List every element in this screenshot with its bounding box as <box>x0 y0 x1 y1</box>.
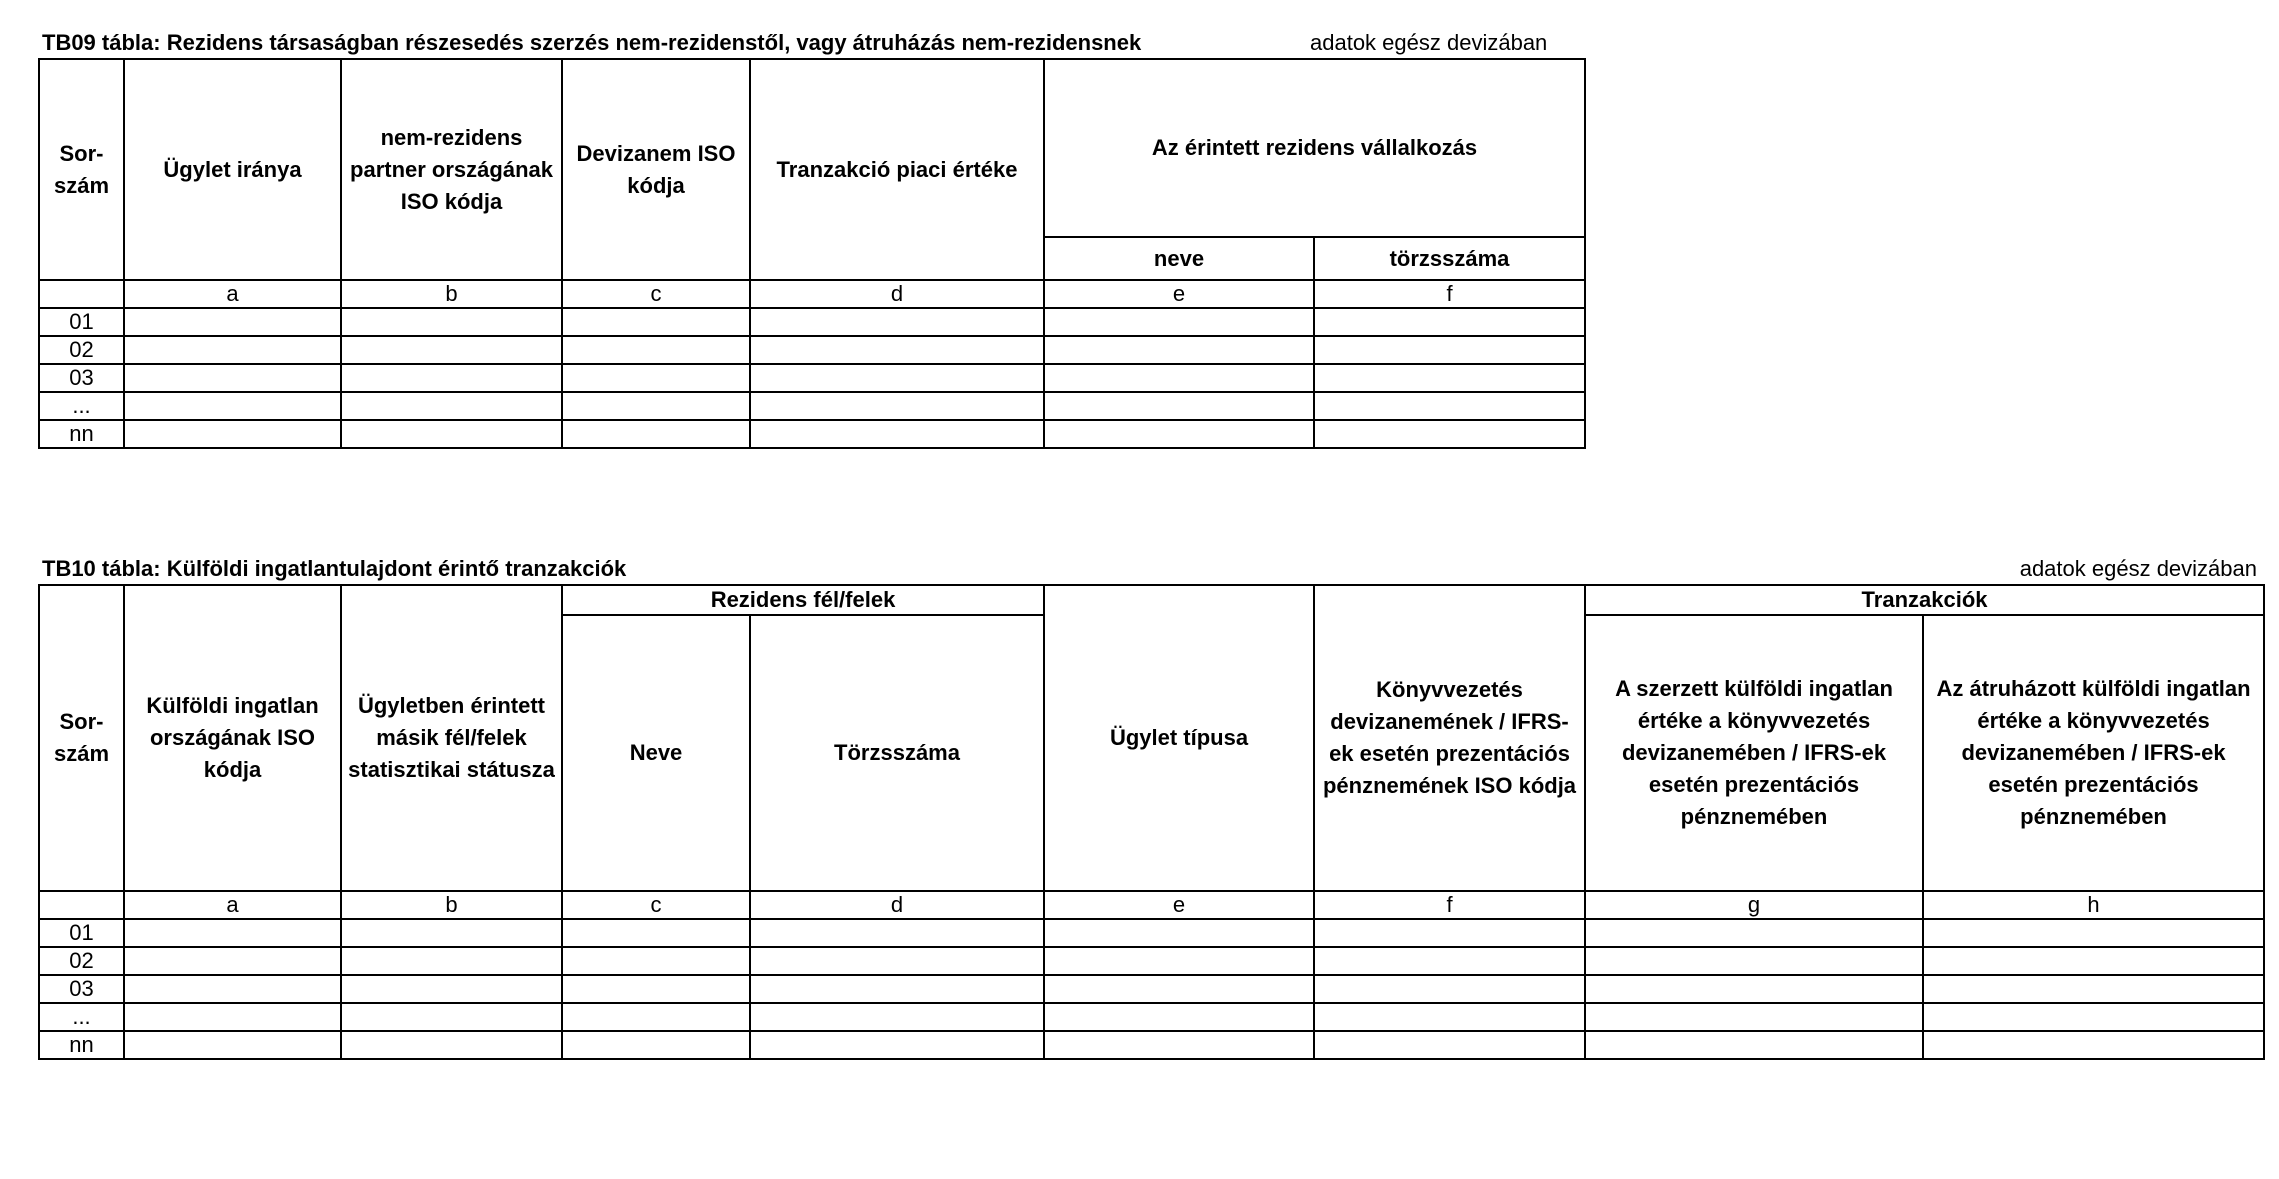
tb09-cell-input[interactable] <box>341 364 562 392</box>
tb10-cell-input[interactable] <box>1585 947 1923 975</box>
tb10-cell-input[interactable] <box>124 1003 341 1031</box>
tb10-table <box>38 584 2265 1060</box>
tb10-cell-input[interactable] <box>341 1003 562 1031</box>
tb09-letter-a: a <box>124 280 341 308</box>
tb10-letter-blank <box>39 891 124 919</box>
table-row <box>39 1031 2264 1059</box>
tb10-letter-b: b <box>341 891 562 919</box>
tb10-cell-input[interactable] <box>1044 975 1314 1003</box>
tb10-cell-input[interactable] <box>1585 919 1923 947</box>
tb10-cell-input[interactable] <box>1923 947 2264 975</box>
tb09-cell-input[interactable] <box>750 336 1044 364</box>
table-row <box>39 919 2264 947</box>
tb10-header-f: Könyvvezetés devizanemének / IFRS-ek esetén prezentációs pénznemének ISO kódja <box>1314 585 1585 891</box>
tb10-cell-input[interactable] <box>1314 947 1585 975</box>
tb10-letter-e: e <box>1044 891 1314 919</box>
tb09-cell-input[interactable] <box>124 364 341 392</box>
tb10-row-number: nn <box>39 1031 124 1059</box>
tb10-cell-input[interactable] <box>341 975 562 1003</box>
tb10-header-group-cd: Rezidens fél/felek <box>562 585 1044 615</box>
table-row <box>39 1003 2264 1031</box>
tb09-header-e: neve <box>1044 237 1314 280</box>
tb10-letter-c: c <box>562 891 750 919</box>
tb09-cell-input[interactable] <box>1044 420 1314 448</box>
tb10-cell-input[interactable] <box>750 1031 1044 1059</box>
tb09-row-number: nn <box>39 420 124 448</box>
tb09-header-group-ef: Az érintett rezidens vállalkozás <box>1044 59 1585 237</box>
tb09-cell-input[interactable] <box>1044 336 1314 364</box>
tb09-cell-input[interactable] <box>341 392 562 420</box>
tb09-letter-b: b <box>341 280 562 308</box>
tb09-cell-input[interactable] <box>562 308 750 336</box>
tb10-title-row <box>42 556 2257 582</box>
tb10-cell-input[interactable] <box>1585 1031 1923 1059</box>
tb09-cell-input[interactable] <box>124 392 341 420</box>
tb09-cell-input[interactable] <box>750 364 1044 392</box>
tb10-row-number: 01 <box>39 919 124 947</box>
tb10-cell-input[interactable] <box>1314 975 1585 1003</box>
tb09-cell-input[interactable] <box>1044 392 1314 420</box>
tb09-cell-input[interactable] <box>341 308 562 336</box>
tb10-letter-a: a <box>124 891 341 919</box>
tb09-cell-input[interactable] <box>124 308 341 336</box>
tb10-cell-input[interactable] <box>562 975 750 1003</box>
tb09-cell-input[interactable] <box>124 336 341 364</box>
tb09-cell-input[interactable] <box>1314 336 1585 364</box>
tb09-cell-input[interactable] <box>1314 392 1585 420</box>
tb10-cell-input[interactable] <box>1314 1031 1585 1059</box>
tb10-cell-input[interactable] <box>750 919 1044 947</box>
tb09-cell-input[interactable] <box>1314 420 1585 448</box>
tb09-cell-input[interactable] <box>750 392 1044 420</box>
tb10-cell-input[interactable] <box>562 1003 750 1031</box>
tb09-title: TB09 tábla: Rezidens társaságban részesedés szerzés nem-rezidenstől, vagy átruházás nem-rezidensnek <box>42 30 1142 55</box>
tb10-row-number: 02 <box>39 947 124 975</box>
tb10-cell-input[interactable] <box>124 919 341 947</box>
tb09-letter-e: e <box>1044 280 1314 308</box>
tb10-cell-input[interactable] <box>1044 947 1314 975</box>
tb09-cell-input[interactable] <box>341 420 562 448</box>
tb10-cell-input[interactable] <box>1585 975 1923 1003</box>
tb09-letter-blank <box>39 280 124 308</box>
tb10-cell-input[interactable] <box>1314 1003 1585 1031</box>
tb09-row-number: 01 <box>39 308 124 336</box>
tb10-header-group-gh: Tranzakciók <box>1585 585 2264 615</box>
tb10-cell-input[interactable] <box>124 975 341 1003</box>
tb10-title: TB10 tábla: Külföldi ingatlantulajdont érintő tranzakciók <box>42 556 627 581</box>
tb10-cell-input[interactable] <box>562 1031 750 1059</box>
tb10-letter-h: h <box>1923 891 2264 919</box>
tb10-cell-input[interactable] <box>1923 975 2264 1003</box>
tb10-header-e: Ügylet típusa <box>1044 585 1314 891</box>
table-row <box>39 364 1585 392</box>
tb10-cell-input[interactable] <box>1044 1031 1314 1059</box>
tb10-header-sorszam: Sor- szám <box>39 585 124 891</box>
table-row <box>39 947 2264 975</box>
tb10-cell-input[interactable] <box>1923 1003 2264 1031</box>
tb09-units: adatok egész devizában <box>1310 30 1548 55</box>
table-row <box>39 336 1585 364</box>
tb10-cell-input[interactable] <box>562 947 750 975</box>
tb09-cell-input[interactable] <box>562 336 750 364</box>
tb10-cell-input[interactable] <box>341 1031 562 1059</box>
tb09-cell-input[interactable] <box>562 420 750 448</box>
tb09-table <box>38 58 1586 449</box>
tb09-letter-c: c <box>562 280 750 308</box>
tb10-row-number: ... <box>39 1003 124 1031</box>
tb09-header-d: Tranzakció piaci értéke <box>750 59 1044 280</box>
tb09-cell-input[interactable] <box>124 420 341 448</box>
tb10-cell-input[interactable] <box>750 947 1044 975</box>
tb10-header-d: Törzsszáma <box>750 615 1044 891</box>
tb10-cell-input[interactable] <box>1044 1003 1314 1031</box>
tb10-cell-input[interactable] <box>1585 1003 1923 1031</box>
tb09-row-number: 03 <box>39 364 124 392</box>
tb10-row-number: 03 <box>39 975 124 1003</box>
tb09-header-c: Devizanem ISO kódja <box>562 59 750 280</box>
tb09-cell-input[interactable] <box>1314 364 1585 392</box>
tb10-cell-input[interactable] <box>1044 919 1314 947</box>
tb10-header-c: Neve <box>562 615 750 891</box>
tb10-cell-input[interactable] <box>562 919 750 947</box>
tb09-row-number: ... <box>39 392 124 420</box>
table-row <box>39 975 2264 1003</box>
tb10-letter-f: f <box>1314 891 1585 919</box>
tb09-cell-input[interactable] <box>1044 364 1314 392</box>
tb10-cell-input[interactable] <box>341 919 562 947</box>
tb10-header-h: Az átruházott külföldi ingatlan értéke a könyvvezetés devizanemében / IFRS-ek esetén prezentációs pénznemében <box>1923 615 2264 891</box>
tb10-cell-input[interactable] <box>1923 1031 2264 1059</box>
tb09-cell-input[interactable] <box>562 364 750 392</box>
table-row <box>39 392 1585 420</box>
table-row <box>39 308 1585 336</box>
tb10-header-b: Ügyletben érintett másik fél/felek statisztikai státusza <box>341 585 562 891</box>
tb10-cell-input[interactable] <box>124 947 341 975</box>
tb10-cell-input[interactable] <box>124 1031 341 1059</box>
tb09-header-f: törzsszáma <box>1314 237 1585 280</box>
tb09-cell-input[interactable] <box>341 336 562 364</box>
tb09-row-number: 02 <box>39 336 124 364</box>
tb09-cell-input[interactable] <box>1044 308 1314 336</box>
tb10-letter-d: d <box>750 891 1044 919</box>
tb09-cell-input[interactable] <box>562 392 750 420</box>
tb10-letter-g: g <box>1585 891 1923 919</box>
tb09-header-b: nem-rezidens partner országának ISO kódja <box>341 59 562 280</box>
tb09-header-sorszam: Sor- szám <box>39 59 124 280</box>
tb09-header-a: Ügylet iránya <box>124 59 341 280</box>
tb09-cell-input[interactable] <box>750 308 1044 336</box>
tb09-letter-d: d <box>750 280 1044 308</box>
tb09-title-row <box>42 30 1548 56</box>
tb10-units: adatok egész devizában <box>2019 556 2257 581</box>
tb10-header-a: Külföldi ingatlan országának ISO kódja <box>124 585 341 891</box>
tb10-cell-input[interactable] <box>1923 919 2264 947</box>
tb09-cell-input[interactable] <box>750 420 1044 448</box>
tb10-cell-input[interactable] <box>341 947 562 975</box>
tb10-cell-input[interactable] <box>750 975 1044 1003</box>
table-row <box>39 420 1585 448</box>
tb09-letter-f: f <box>1314 280 1585 308</box>
tb09-cell-input[interactable] <box>1314 308 1585 336</box>
tb10-cell-input[interactable] <box>1314 919 1585 947</box>
tb10-header-g: A szerzett külföldi ingatlan értéke a könyvvezetés devizanemében / IFRS-ek esetén prezentációs pénznemében <box>1585 615 1923 891</box>
tb10-cell-input[interactable] <box>750 1003 1044 1031</box>
